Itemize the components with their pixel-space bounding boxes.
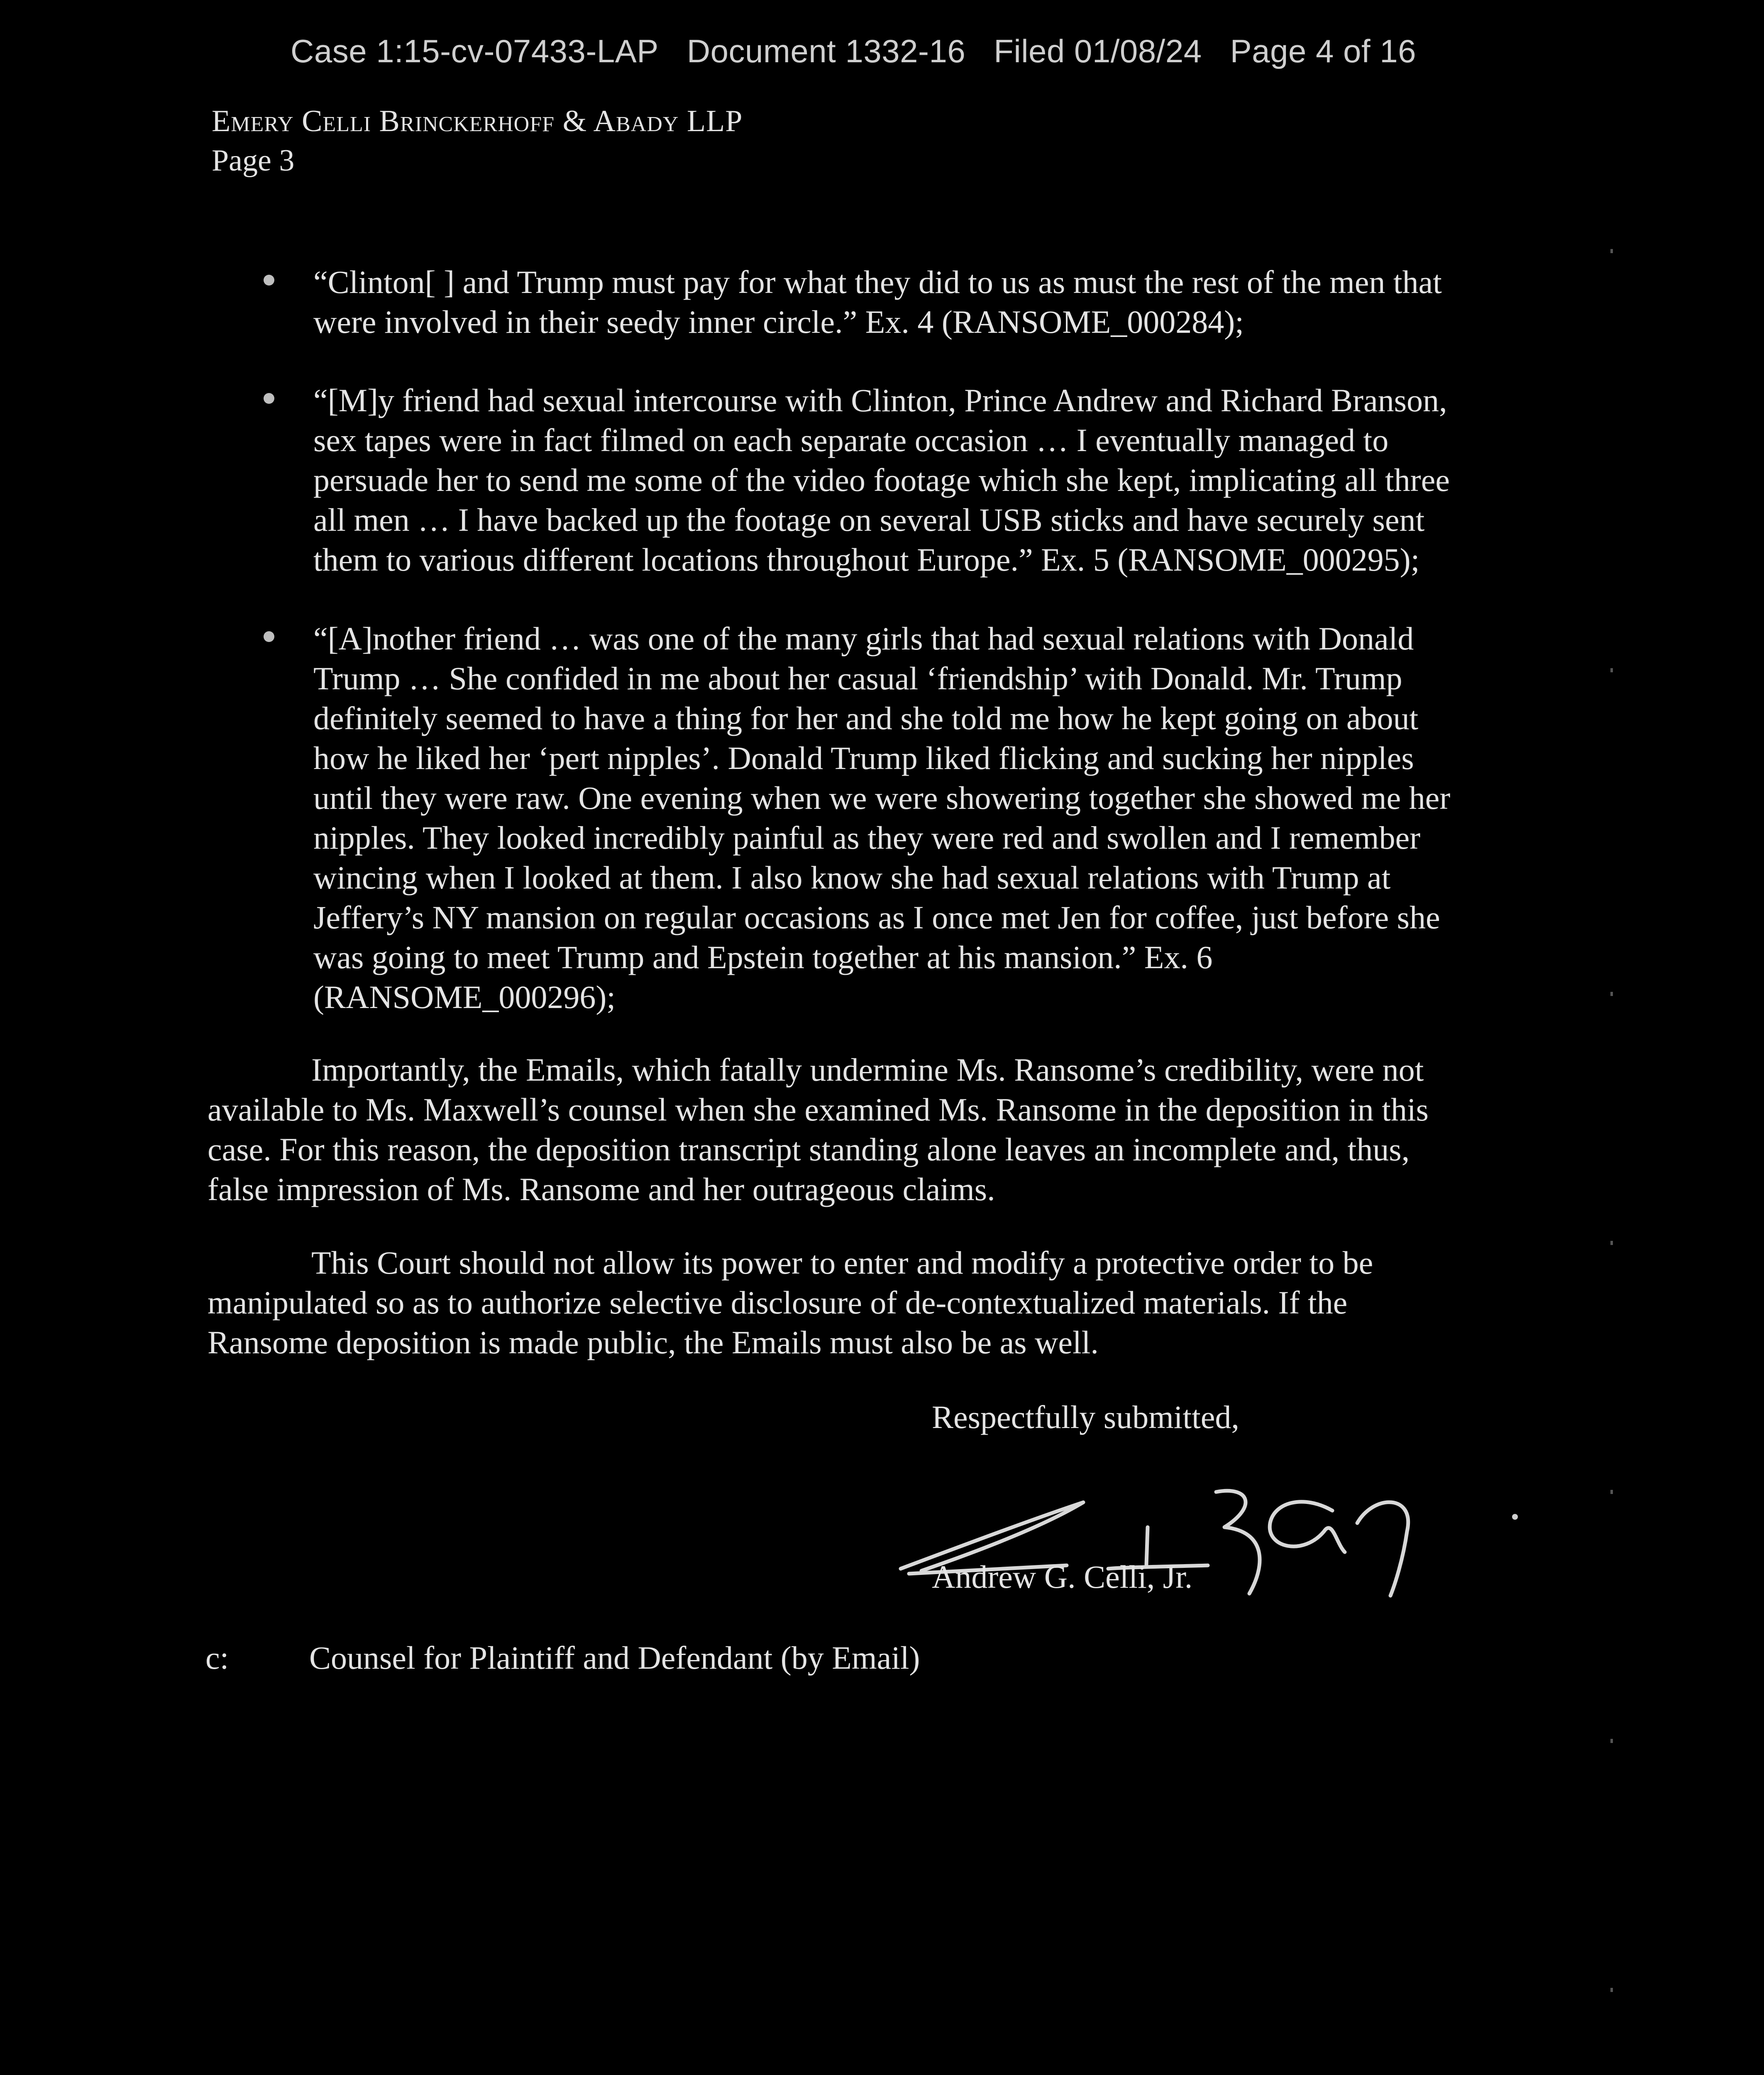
scan-speck <box>1610 1490 1613 1494</box>
bullet-line: were involved in their seedy inner circle.” Ex. 4 (RANSOME_000284); <box>313 304 1244 340</box>
bullet-line: wincing when I looked at them. I also know she had sexual relations with Trump at <box>313 859 1391 896</box>
signature-name: Andrew G. Celli, Jr. <box>932 1559 1193 1595</box>
bullet-line: “[M]y friend had sexual intercourse with Clinton, Prince Andrew and Richard Branson, <box>313 382 1447 418</box>
paragraph-line: This Court should not allow its power to enter and modify a protective order to be <box>311 1245 1373 1281</box>
firm-name: Emery Celli Brinckerhoff & Abady LLP <box>212 104 743 138</box>
paragraph-line: Importantly, the Emails, which fatally undermine Ms. Ransome’s credibility, were not <box>311 1052 1424 1088</box>
bullet-line: them to various different locations throughout Europe.” Ex. 5 (RANSOME_000295); <box>313 542 1420 578</box>
bullet-icon <box>264 275 274 286</box>
paragraph-line: case. For this reason, the deposition transcript standing alone leaves an incomplete and, thus, <box>208 1131 1410 1167</box>
cc-label: c: <box>205 1640 229 1676</box>
bullet-line: until they were raw. One evening when we were showering together she showed me her <box>313 780 1451 816</box>
bullet-item <box>313 262 1542 342</box>
bullet-line: how he liked her ‘pert nipples’. Donald Trump liked flicking and sucking her nipples <box>313 740 1414 776</box>
scan-speck <box>1610 668 1613 672</box>
bullet-item <box>313 381 1542 580</box>
paragraph-line: Ransome deposition is made public, the Emails must also be as well. <box>208 1324 1099 1360</box>
bullet-line: all men … I have backed up the footage on several USB sticks and have securely sent <box>313 502 1425 538</box>
bullet-line: Jeffery’s NY mansion on regular occasions as I once met Jen for coffee, just before she <box>313 899 1440 935</box>
bullet-line: definitely seemed to have a thing for her and she told me how he kept going on about <box>313 700 1419 736</box>
bullet-line: “Clinton[ ] and Trump must pay for what they did to us as must the rest of the men that <box>313 264 1442 300</box>
bullet-line: (RANSOME_000296); <box>313 979 616 1015</box>
scan-speck <box>1610 1988 1613 1992</box>
body-paragraph <box>208 1243 1552 1362</box>
closing: Respectfully submitted, <box>932 1399 1239 1435</box>
bullet-item <box>313 619 1542 1017</box>
bullet-icon <box>264 393 274 404</box>
filed-date: Filed 01/08/24 <box>994 33 1202 69</box>
bullet-line: sex tapes were in fact filmed on each separate occasion … I eventually managed to <box>313 422 1389 458</box>
scan-speck <box>1610 992 1613 996</box>
document-number: Document 1332-16 <box>687 33 966 69</box>
paragraph-line: manipulated so as to authorize selective disclosure of de-contextualized materials. If the <box>208 1284 1348 1321</box>
letter-page-number: Page 3 <box>212 144 295 178</box>
bullet-icon <box>264 631 274 642</box>
bullet-line: nipples. They looked incredibly painful as they were red and swollen and I remember <box>313 820 1421 856</box>
case-header <box>291 32 1416 70</box>
paragraph-line: false impression of Ms. Ransome and her outrageous claims. <box>208 1171 995 1207</box>
scan-speck <box>1610 249 1613 253</box>
signature-dot <box>1512 1514 1518 1520</box>
scan-speck <box>1610 1739 1613 1743</box>
bullet-line: was going to meet Trump and Epstein together at his mansion.” Ex. 6 <box>313 939 1213 975</box>
page-count: Page 4 of 16 <box>1230 33 1416 69</box>
bullet-line: Trump … She confided in me about her casual ‘friendship’ with Donald. Mr. Trump <box>313 660 1402 696</box>
scan-speck <box>1610 1241 1613 1245</box>
body-paragraph <box>208 1050 1552 1209</box>
case-number: Case 1:15-cv-07433-LAP <box>291 33 659 69</box>
paragraph-line: available to Ms. Maxwell’s counsel when she examined Ms. Ransome in the deposition in this <box>208 1091 1429 1128</box>
cc-recipients: Counsel for Plaintiff and Defendant (by Email) <box>309 1640 920 1676</box>
bullet-line: persuade her to send me some of the video footage which she kept, implicating all three <box>313 462 1450 498</box>
bullet-line: “[A]nother friend … was one of the many girls that had sexual relations with Donald <box>313 620 1414 657</box>
